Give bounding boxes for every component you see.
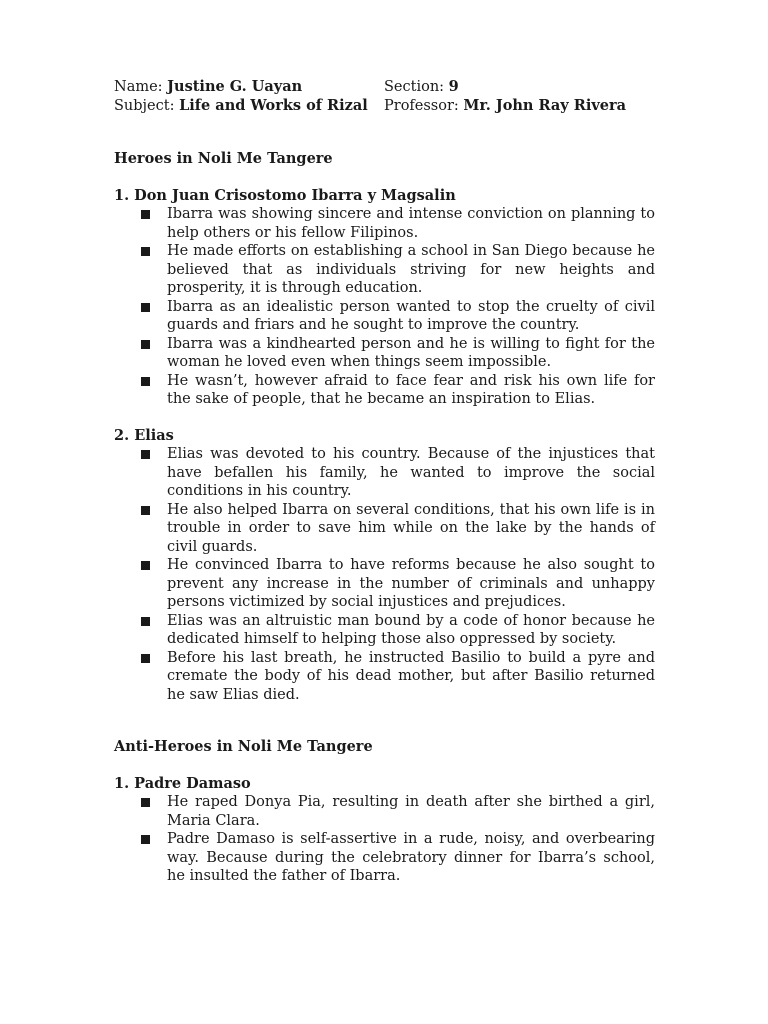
list-item: Ibarra was showing sincere and intense conviction on planning to help others or his fellow Filipinos.: [114, 205, 655, 242]
elias-heading: [114, 427, 655, 446]
heroes-heading: Heroes in Noli Me Tangere: [114, 150, 333, 167]
damaso-bullet-list: [114, 793, 655, 886]
square-bullet-icon: [141, 340, 150, 349]
square-bullet-icon: [141, 654, 150, 663]
list-item: Ibarra as an idealistic person wanted to stop the cruelty of civil guards and friars and he sought to improve the country.: [114, 298, 655, 335]
elias-bullet-list: [114, 445, 655, 704]
subject-field: [114, 97, 384, 116]
document-page: [114, 78, 655, 886]
list-item: He made efforts on establishing a school in San Diego because he believed that as individuals striving for new heights and prosperity, it is through education.: [114, 242, 655, 298]
elias-number: 2.: [114, 426, 130, 444]
section-field: [384, 78, 459, 97]
square-bullet-icon: [141, 506, 150, 515]
list-item: He convinced Ibarra to have reforms because he also sought to prevent any increase in the number of criminals and unhappy persons victimized by social injustices and prejudices.: [114, 556, 655, 612]
list-item: Ibarra was a kindhearted person and he is willing to fight for the woman he loved even when things seem impossible.: [114, 335, 655, 372]
list-item: Before his last breath, he instructed Basilio to build a pyre and cremate the body of his dead mother, but after Basilio returned he saw Elias died.: [114, 649, 655, 705]
list-item: He also helped Ibarra on several conditions, that his own life is in trouble in order to save him while on the lake by the hands of civil guards.: [114, 501, 655, 557]
professor-label: Professor:: [384, 98, 464, 114]
header-row-2: [114, 97, 655, 116]
square-bullet-icon: [141, 835, 150, 844]
ibarra-bullet-list: [114, 205, 655, 409]
name-label: Name:: [114, 79, 168, 95]
square-bullet-icon: [141, 561, 150, 570]
list-item: Elias was devoted to his country. Because of the injustices that have befallen his family, he wanted to improve the social conditions in his country.: [114, 445, 655, 501]
professor-value: Mr. John Ray Rivera: [463, 97, 627, 114]
name-value: Justine G. Uayan: [167, 78, 303, 95]
anti-heroes-heading: Anti-Heroes in Noli Me Tangere: [114, 738, 373, 755]
subject-label: Subject:: [114, 98, 180, 114]
damaso-heading: 1. Padre Damaso: [114, 774, 251, 792]
list-item: He raped Donya Pia, resulting in death after she birthed a girl, Maria Clara.: [114, 793, 655, 830]
square-bullet-icon: [141, 303, 150, 312]
square-bullet-icon: [141, 450, 150, 459]
square-bullet-icon: [141, 798, 150, 807]
list-item: He wasn’t, however afraid to face fear and risk his own life for the sake of people, that he became an inspiration to Elias.: [114, 372, 655, 409]
elias-name: Elias: [129, 426, 174, 444]
professor-field: [384, 97, 626, 116]
ibarra-heading: 1. Don Juan Crisostomo Ibarra y Magsalin: [114, 186, 456, 204]
list-item: Elias was an altruistic man bound by a code of honor because he dedicated himself to helping those also oppressed by society.: [114, 612, 655, 649]
list-item: Padre Damaso is self-assertive in a rude, noisy, and overbearing way. Because during the celebratory dinner for Ibarra’s school, he insulted the father of Ibarra.: [114, 830, 655, 886]
section-label: Section:: [384, 79, 449, 95]
square-bullet-icon: [141, 377, 150, 386]
square-bullet-icon: [141, 247, 150, 256]
header-row-1: [114, 78, 655, 97]
section-value: 9: [448, 78, 459, 95]
subject-value: Life and Works of Rizal: [179, 97, 368, 114]
square-bullet-icon: [141, 617, 150, 626]
name-field: [114, 78, 384, 97]
square-bullet-icon: [141, 210, 150, 219]
